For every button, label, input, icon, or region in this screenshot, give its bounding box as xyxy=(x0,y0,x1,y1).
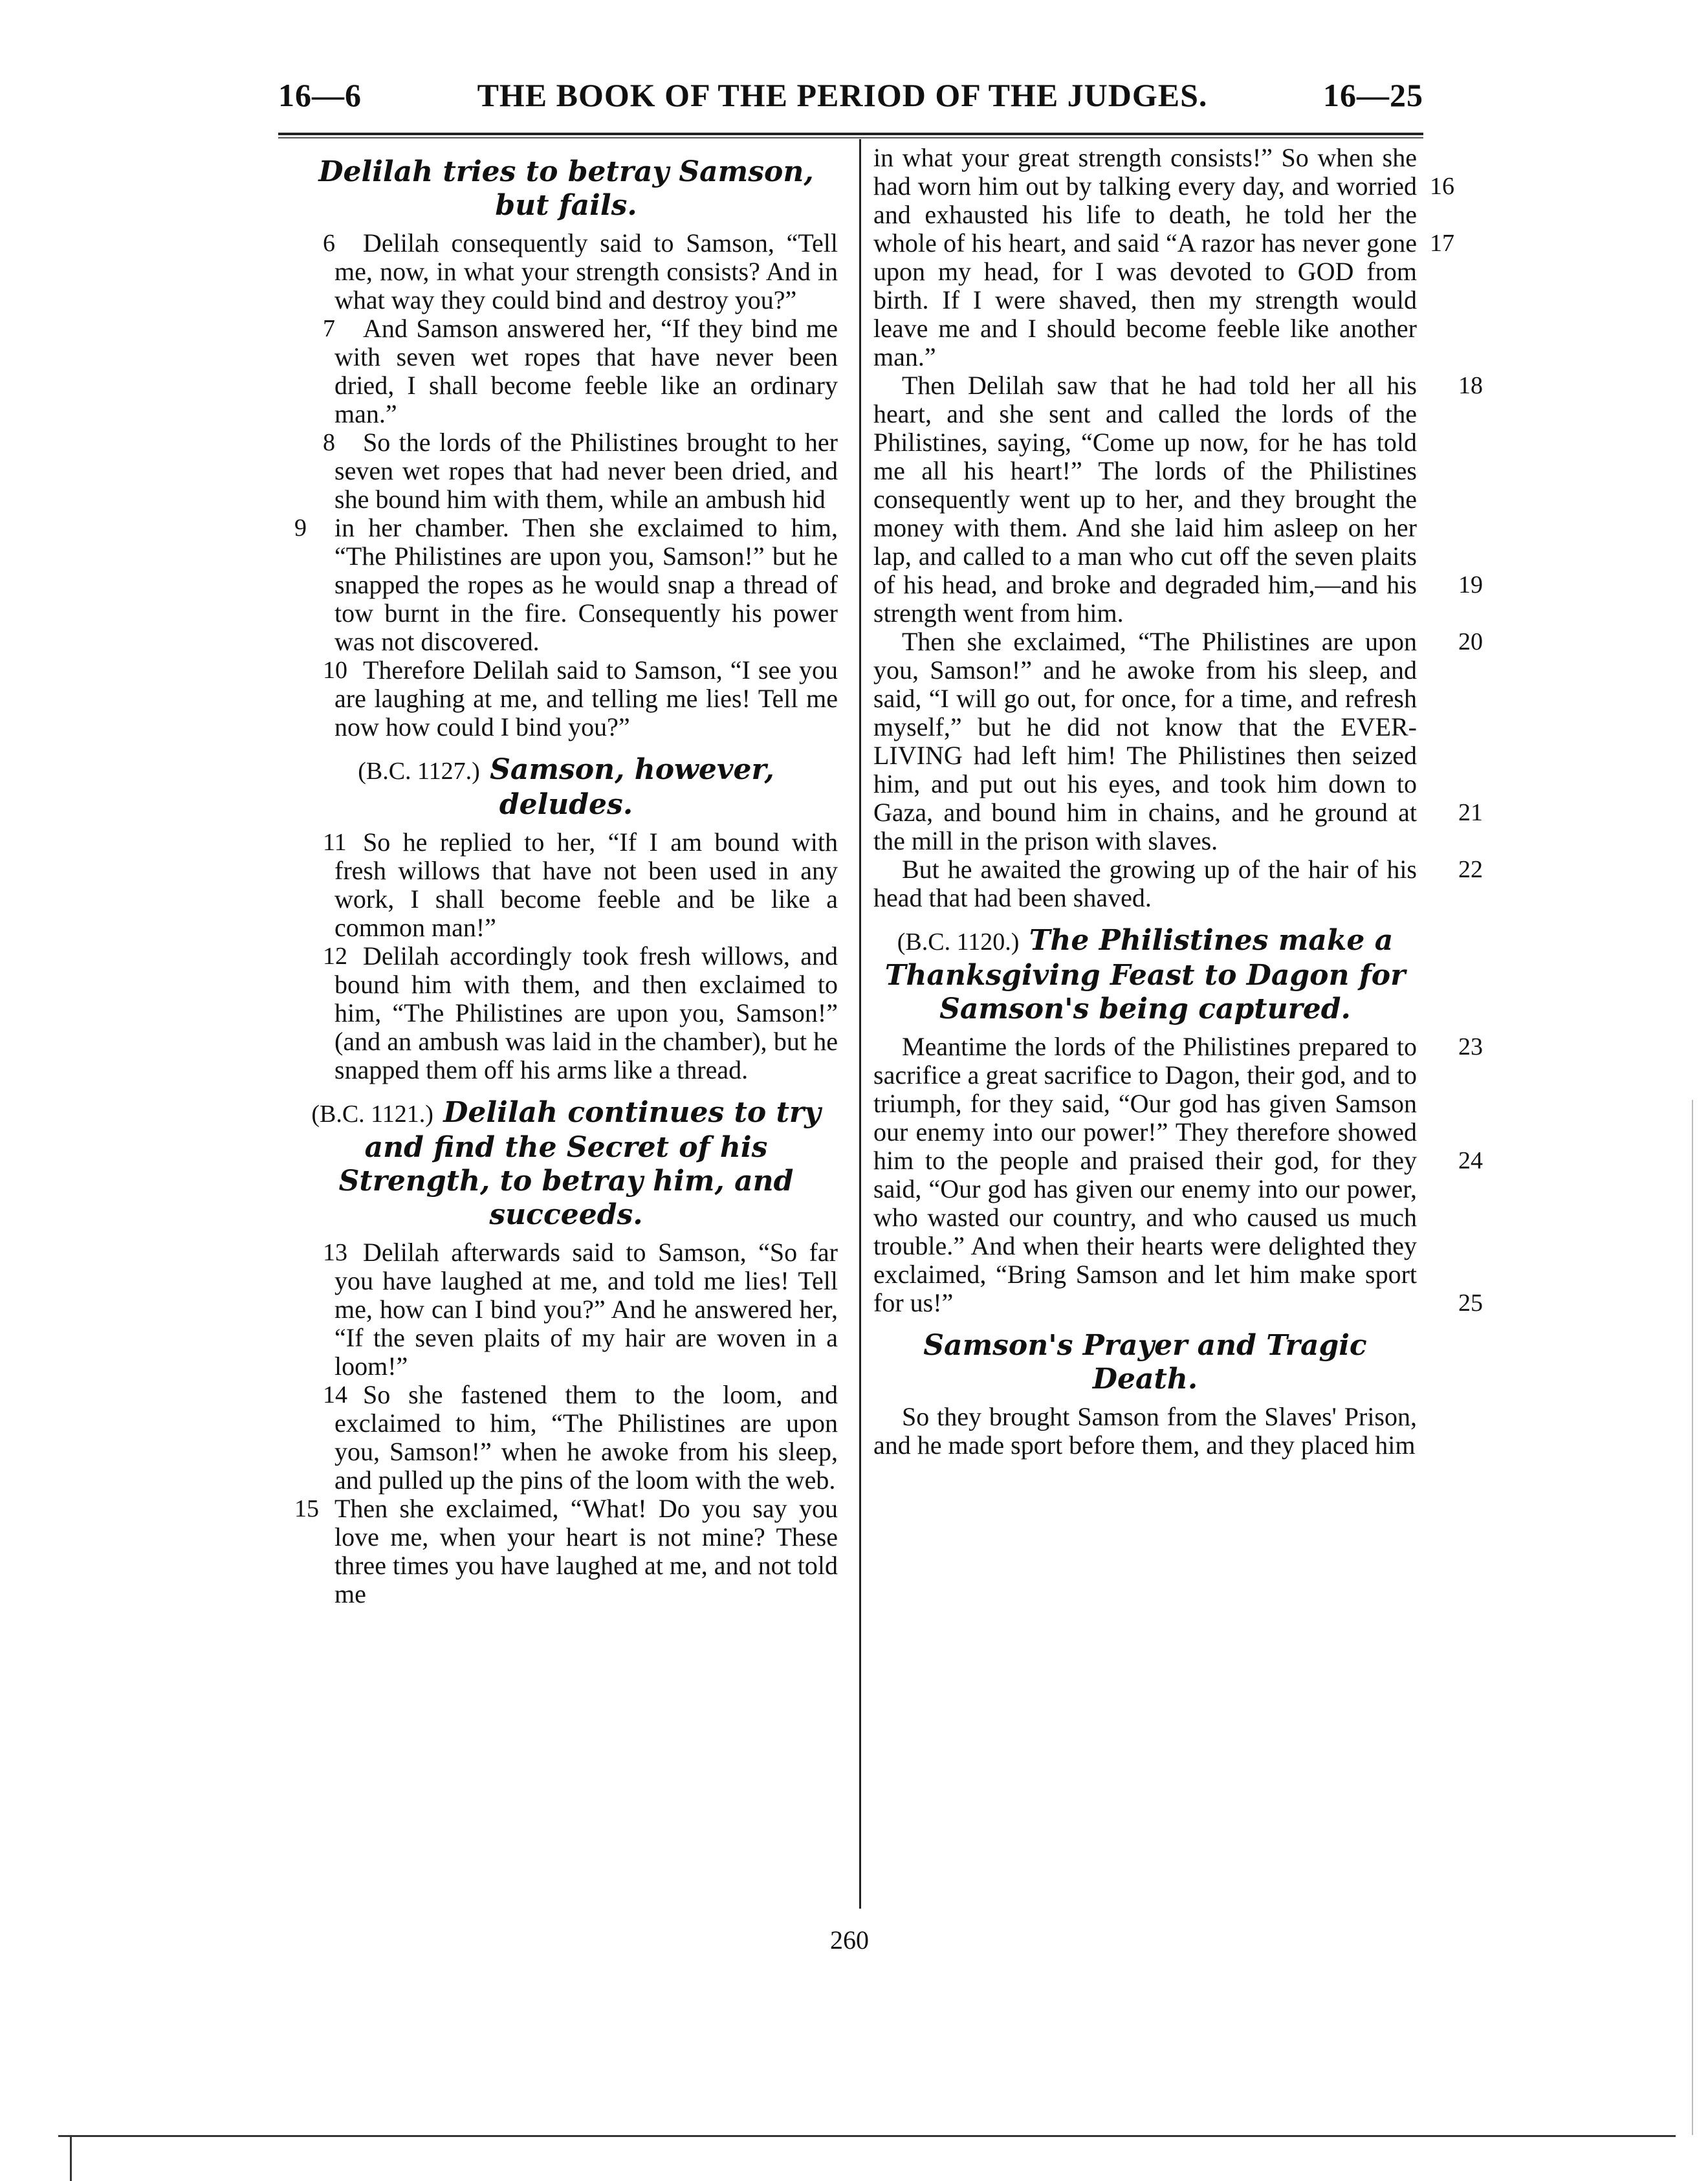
verse-18-19 xyxy=(873,371,1483,628)
left-column xyxy=(294,144,838,1608)
verse-8 xyxy=(294,428,838,514)
verse-20-21 xyxy=(873,627,1483,855)
verse-text: Delilah afterwards said to Samson, “So far you have laughed at me, and told me lies! Tell me, how can I bind you?” And he answered her, “If the seven plaits of my hair are woven in a loom!” xyxy=(334,1238,838,1381)
right-column xyxy=(873,143,1483,1460)
verse-text: And Samson answered her, “If they bind me with seven wet ropes that have never been dried, I shall become feeble like an ordinary man.” xyxy=(334,314,838,428)
date-label: (B.C. 1127.) xyxy=(358,758,480,785)
verse-text: Delilah consequently said to Samson, “Tell me, now, in what your strength consists? And in what way they could bind and destroy you?” xyxy=(334,228,838,314)
verse-9 xyxy=(294,514,838,656)
verse-number: 6 xyxy=(323,230,335,257)
section-heading xyxy=(294,1096,838,1232)
header-left-ref: 16—6 xyxy=(278,77,362,113)
verse-number: 16 xyxy=(1430,173,1454,200)
verse-number: 19 xyxy=(1458,571,1483,598)
verse-6 xyxy=(294,229,838,314)
date-label: (B.C. 1121.) xyxy=(311,1101,433,1128)
section-heading: Delilah tries to betray Samson, but fails. xyxy=(318,155,814,222)
verse-text: Then Delilah saw that he had told her all his heart, and she sent and called the lords of the Philistines, saying, “Come up now, for he has told me all his heart!” The lords of the Philistines consequently went up to her, and they brought the money with them. And she laid him asleep on her lap, and called to a man who cut off the seven plaits of his head, and broke and degraded him,—and his strength went from him. xyxy=(873,371,1417,628)
verse-12 xyxy=(294,942,838,1084)
verse-22 xyxy=(873,855,1483,912)
verse-text: Delilah accordingly took fresh willows, and bound him with them, and then exclaimed to him, “The Philistines are upon you, Samson!” (and an ambush was laid in the chamber), but he snapped them off his arms like a thread. xyxy=(334,941,838,1084)
verse-number: 15 xyxy=(294,1495,319,1522)
verse-number: 24 xyxy=(1458,1147,1483,1174)
verse-11 xyxy=(294,828,838,942)
verse-number: 23 xyxy=(1458,1033,1483,1060)
verse-number: 10 xyxy=(323,657,347,684)
section-heading xyxy=(873,924,1417,1026)
heading-text: The Philistines make a Thanksgiving Feast to Dagon for Samson's being captured. xyxy=(884,924,1406,1025)
verse-number: 13 xyxy=(323,1239,347,1266)
verse-number: 22 xyxy=(1458,856,1483,883)
verse-16-17 xyxy=(873,143,1454,371)
verse-number: 21 xyxy=(1458,799,1483,826)
header-title: THE BOOK OF THE PERIOD OF THE JUDGES. xyxy=(477,77,1208,113)
header-rule-thin xyxy=(278,137,1423,138)
bottom-rule xyxy=(58,2135,1676,2137)
verse-15 xyxy=(294,1495,838,1608)
verse-number: 20 xyxy=(1458,628,1483,655)
verse-number: 8 xyxy=(323,429,335,456)
verse-text: Then she exclaimed, “The Philistines are upon you, Samson!” and he awoke from his sleep, and said, “I will go out, for once, for a time, and refresh myself,” but he did not know that the EVER-LIVING had left him! The Philistines then seized him, and put out his eyes, and took him down to Gaza, and bound him in chains, and he ground at the mill in the prison with slaves. xyxy=(873,627,1417,855)
verse-number: 7 xyxy=(323,315,335,342)
verse-number: 17 xyxy=(1430,230,1454,257)
verse-number: 25 xyxy=(1458,1289,1483,1317)
verse-text: So he replied to her, “If I am bound with fresh willows that have not been used in any work, I shall become feeble and be like a common man!” xyxy=(334,827,838,942)
header-rule xyxy=(278,133,1423,135)
column-divider xyxy=(859,139,861,1909)
verse-number: 11 xyxy=(323,829,347,856)
page-number: 260 xyxy=(830,1925,869,1955)
header-right-ref: 16—25 xyxy=(1323,77,1423,113)
verse-number: 9 xyxy=(294,514,307,542)
scan-edge xyxy=(1692,1100,1693,2135)
verse-text: in what your great strength consists!” So when she had worn him out by talking every day, and worried and exhausted his life to death, he told her the whole of his heart, and said “A razor has never gone upon my head, for I was devoted to GOD from birth. If I were shaved, then my strength would leave me and I should become feeble like another man.” xyxy=(873,143,1417,371)
verse-23-25 xyxy=(873,1032,1483,1317)
verse-number: 12 xyxy=(323,943,347,970)
verse-text: So they brought Samson from the Slaves' Prison, and he made sport before them, and they placed him xyxy=(873,1402,1417,1460)
verse-10 xyxy=(294,656,838,741)
verse-13 xyxy=(294,1238,838,1381)
running-header xyxy=(278,76,1423,114)
section-heading: Samson's Prayer and Tragic Death. xyxy=(923,1329,1367,1396)
verse-text: So she fastened them to the loom, and exclaimed to him, “The Philistines are upon you, Samson!” when he awoke from his sleep, and pulled up the pins of the loom with the web. xyxy=(334,1380,838,1495)
verse-14 xyxy=(294,1381,838,1495)
verse-text: But he awaited the growing up of the hair of his head that had been shaved. xyxy=(873,855,1417,912)
verse-text: in her chamber. Then she exclaimed to him, “The Philistines are upon you, Samson!” but he snapped the ropes as he would snap a thread of tow burnt in the fire. Consequently his power was not discovered. xyxy=(334,513,838,656)
heading-text: Samson, however, deludes. xyxy=(490,753,774,821)
verse-text: Meantime the lords of the Philistines prepared to sacrifice a great sacrifice to Dagon, their god, and to triumph, for they said, “Our god has given Samson our enemy into our power!” They therefore showed him to the people and praised their god, for they said, “Our god has given our enemy into our power, who wasted our country, and who caused us much trouble.” And when their hearts were delighted they exclaimed, “Bring Samson and let him make sport for us!” xyxy=(873,1032,1417,1317)
heading-text: Delilah continues to try and find the Secret of his Strength, to betray him, and succeeds. xyxy=(338,1096,821,1231)
verse-number: 18 xyxy=(1458,372,1483,399)
verse-7 xyxy=(294,314,838,428)
verse-text: Therefore Delilah said to Samson, “I see you are laughing at me, and telling me lies! Tell me now how could I bind you?” xyxy=(334,655,838,741)
bottom-tick xyxy=(70,2135,72,2181)
verse-text: Then she exclaimed, “What! Do you say you love me, when your heart is not mine? These three times you have laughed at me, and not told me xyxy=(334,1494,838,1608)
verse-26-start xyxy=(873,1403,1417,1460)
date-label: (B.C. 1120.) xyxy=(897,928,1020,956)
verse-number: 14 xyxy=(323,1381,347,1408)
section-heading xyxy=(294,753,838,822)
verse-text: So the lords of the Philistines brought to her seven wet ropes that had never been dried, and she bound him with them, while an ambush hid xyxy=(334,428,838,514)
